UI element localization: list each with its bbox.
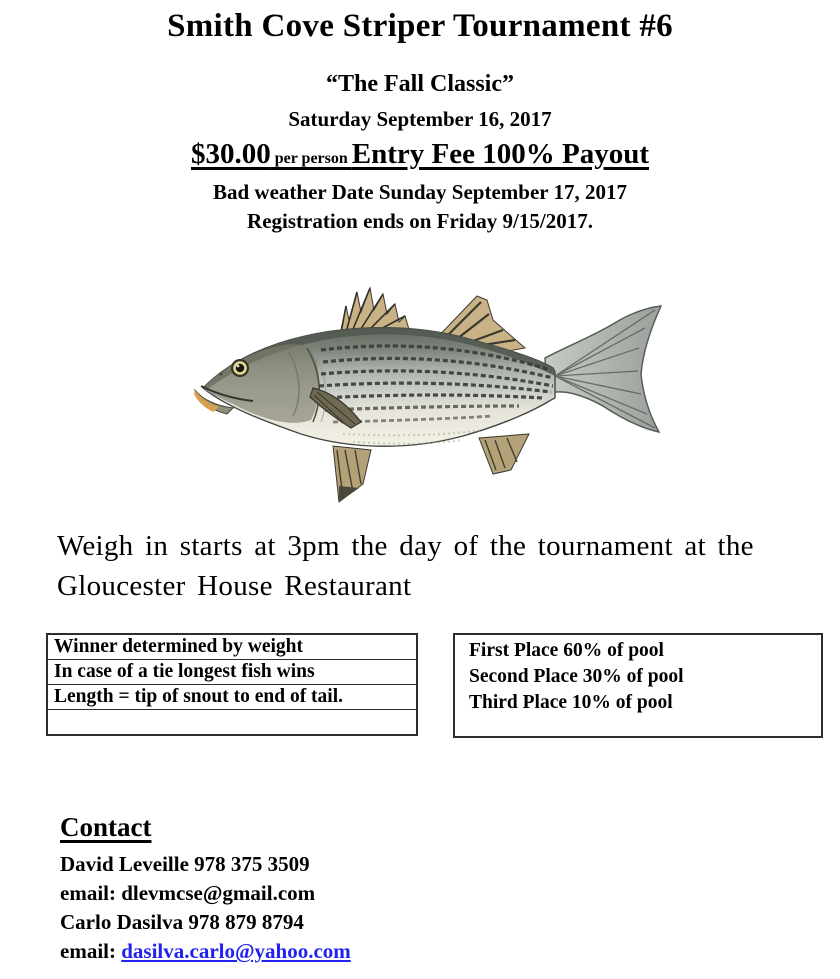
registration-deadline: Registration ends on Friday 9/15/2017. [247,209,593,233]
contact-heading: Contact [60,812,152,842]
weigh-in-notice [57,526,817,606]
entry-fee-line [0,138,840,171]
page-title: Smith Cove Striper Tournament #6 [167,8,673,44]
striped-bass-image [193,276,677,514]
contact-person-1: David Leveille 978 375 3509 [60,852,310,876]
contact-email-2-label: email: [60,939,122,963]
contact-email-2-line [60,937,351,966]
prize-second-place: Second Place 30% of pool [469,666,684,687]
anal-fin [479,434,529,474]
eye [231,359,249,377]
rules-row-1: Winner determined by weight [48,635,416,660]
rules-row-2: In case of a tie longest fish wins [48,660,416,685]
weigh-in-line2: Gloucester House Restaurant [57,570,412,602]
prize-third-place: Third Place 10% of pool [469,692,673,713]
contact-email-2-link[interactable]: dasilva.carlo@yahoo.com [121,939,351,963]
contact-person-2: Carlo Dasilva 978 879 8794 [60,910,304,934]
bad-weather-date: Bad weather Date Sunday September 17, 2017 [213,180,627,204]
contact-block [60,850,351,966]
fee-amount: $30.00 [190,138,271,170]
fish-head [194,344,326,423]
tail-fin [545,306,661,432]
weigh-in-line1: Weigh in starts at 3pm the day of the tournament at the [57,530,754,562]
rules-table [46,633,418,736]
fee-qualifier: per person [270,150,352,167]
contact-email-1: email: dlevmcse@gmail.com [60,881,316,905]
pelvic-fin [333,446,371,502]
rules-row-4-empty [48,710,416,734]
prize-first-place: First Place 60% of pool [469,640,664,661]
subtitle: “The Fall Classic” [325,71,514,97]
striped-bass-illustration [193,276,677,514]
rules-row-3: Length = tip of snout to end of tail. [48,685,416,710]
fee-payout: Entry Fee 100% Payout [351,138,649,170]
event-date: Saturday September 16, 2017 [288,107,552,131]
prize-box [453,633,823,738]
